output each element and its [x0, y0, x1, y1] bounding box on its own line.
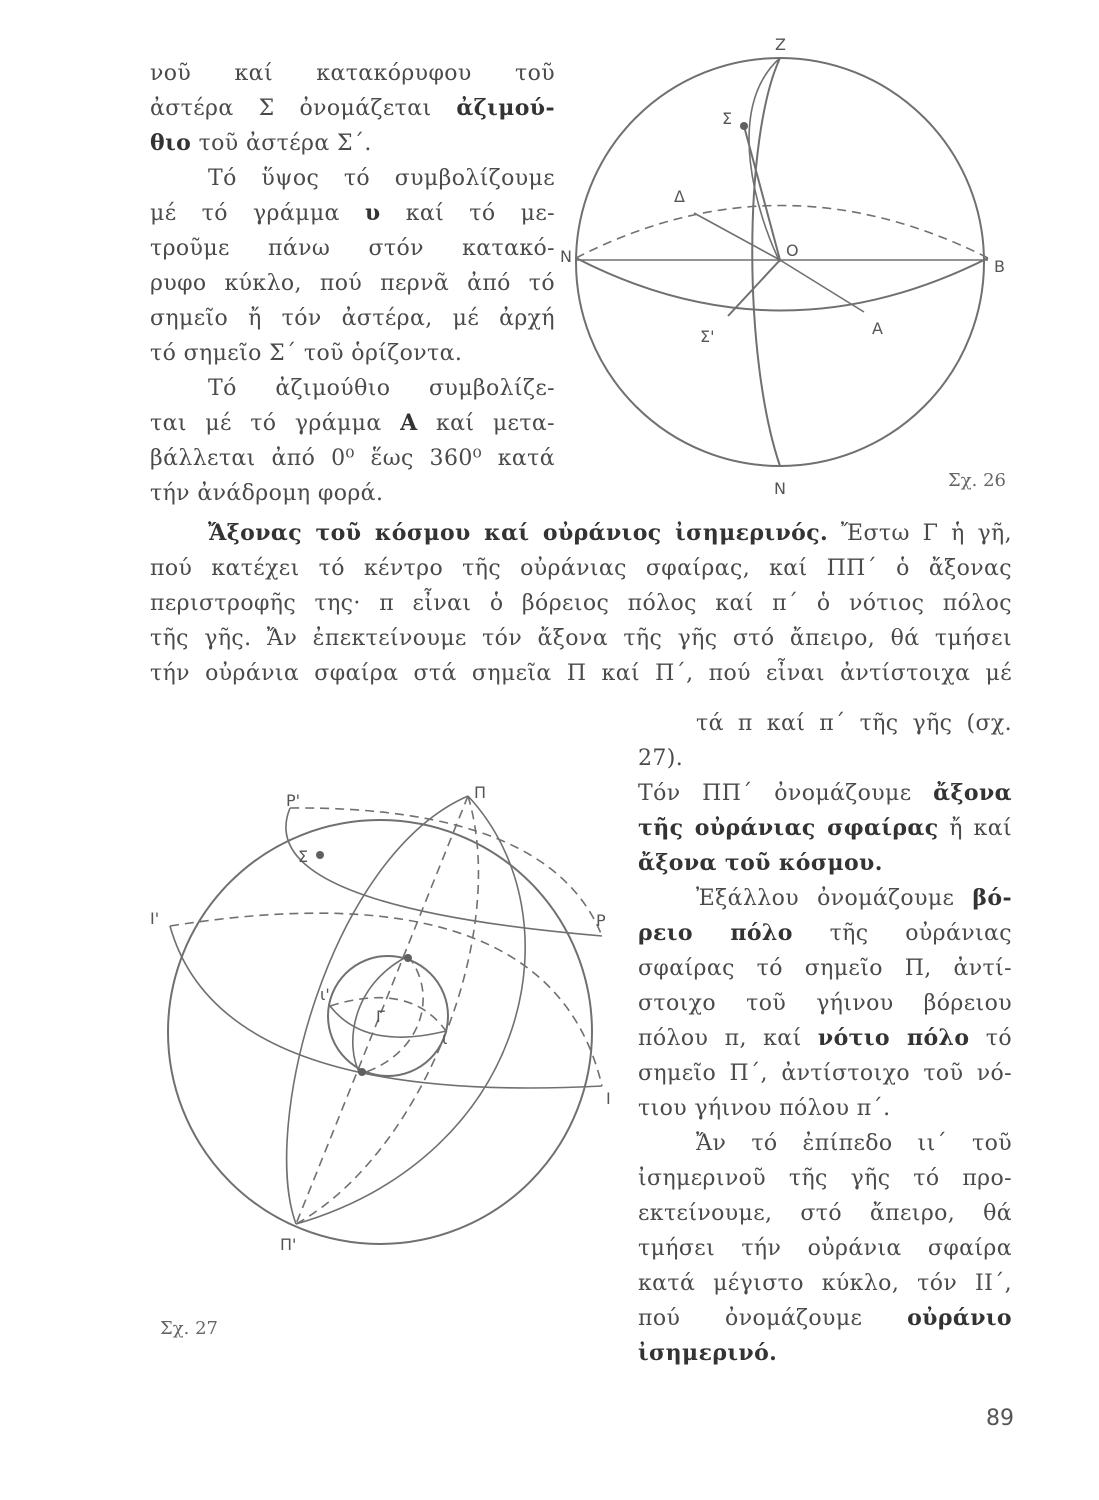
meridian-back	[296, 796, 478, 1224]
intro-column	[150, 56, 555, 511]
a-line	[780, 260, 864, 312]
north-pole-dot	[404, 954, 412, 962]
label-delta: Δ	[674, 187, 685, 206]
text-line: ἰσημερινοῦ τῆς γῆς τό προ-	[638, 1166, 1012, 1191]
label-a: A	[872, 319, 883, 338]
text-line: νοῦ καί κατακόρυφου τοῦ	[150, 61, 555, 86]
text-line: τιου γήινου πόλου π΄.	[638, 1096, 891, 1121]
star-dot	[740, 122, 748, 130]
text-line: Τόν ΠΠ΄ ὀνομάζουμε ἄξονα	[638, 780, 1012, 806]
celestial-equator-front	[170, 926, 602, 1088]
label-i-prime: Ι'	[150, 909, 160, 928]
horizon-back	[576, 206, 988, 259]
label-sigma: Σ	[722, 109, 733, 128]
meridian-right	[296, 796, 525, 1224]
text-line: Ἄξονας τοῦ κόσμου καί οὐράνιος ἰσημερινός. Ἔστω Γ ἡ γῆ,	[208, 520, 1012, 546]
text-line: ται μέ τό γράμμα Α καί μετα-	[150, 410, 556, 436]
text-line: ἰσημερινό.	[638, 1340, 778, 1366]
star-line	[744, 126, 780, 260]
celestial-sphere-diagram-27	[150, 776, 620, 1266]
section-heading: Ἄξονας τοῦ κόσμου καί οὐράνιος ἰσημερινός.	[208, 520, 829, 546]
label-iota-prime: ι'	[320, 985, 330, 1004]
text-line: ἄξονα τοῦ κόσμου.	[638, 850, 883, 876]
label-pi: Π	[474, 783, 487, 802]
text-line: σημεῖο ἤ τόν ἀστέρα, μέ ἀρχή	[150, 306, 555, 331]
label-i: Ι	[606, 1089, 611, 1108]
page-number: 89	[986, 1406, 1014, 1431]
text-line: κατά μέγιστο κύκλο, τόν ΙΙ΄,	[638, 1271, 1012, 1296]
text-line: πού κατέχει τό κέντρο τῆς οὐράνιας σφαίρας, καί ΠΠ΄ ὁ ἄξονας	[150, 556, 1012, 581]
text-line: Τό ὕψος τό συμβολίζουμε	[208, 166, 555, 191]
figure-26	[548, 28, 1028, 508]
celestial-sphere-diagram-26	[548, 28, 1028, 508]
label-b: B	[994, 257, 1005, 276]
text-line: τῆς οὐράνιας σφαίρας ἤ καί	[638, 815, 1012, 841]
label-iota: ι	[442, 1029, 448, 1048]
bold-term-azimuth: ἀζιμού-	[456, 95, 555, 121]
text-line: βάλλεται ἀπό 0⁰ ἕως 360⁰ κατά	[150, 446, 555, 471]
earth-globe	[328, 956, 448, 1076]
text-line: ρυφο κύκλο, πού περνᾶ ἀπό τό	[150, 271, 555, 296]
label-rho: Ρ	[596, 911, 606, 930]
text-line: πού ὀνομάζουμε οὐράνιο	[638, 1305, 1012, 1331]
right-column	[638, 706, 1012, 1371]
text-line: ρειο πόλο τῆς οὐράνιας	[638, 920, 1012, 946]
celestial-equator-back	[170, 913, 602, 1086]
vertical-circle	[752, 58, 780, 466]
label-gamma: Γ	[376, 1007, 385, 1026]
label-o: O	[786, 241, 799, 260]
text-line: τροῦμε πάνω στόν κατακό-	[150, 236, 555, 261]
text-line: τό σημεῖο Σ΄ τοῦ ὁρίζοντα.	[150, 341, 463, 366]
text-line: στοιχο τοῦ γήινου βόρειου	[638, 991, 1012, 1016]
text-line: τά π καί π΄ τῆς γῆς (σχ. 27).	[638, 711, 1012, 771]
text-line: τήν ἀνάδρομη φορά.	[150, 481, 384, 506]
figure-27	[150, 776, 620, 1266]
text-line: Ἄν τό ἐπίπεδο ιι΄ τοῦ	[696, 1131, 1012, 1156]
earth-equator-back	[330, 998, 446, 1031]
label-rho-prime: Ρ'	[286, 791, 301, 810]
figure-26-caption: Σχ. 26	[948, 470, 1006, 491]
text-line: τήν οὐράνια σφαίρα στά σημεῖα Π καί Π΄, πού εἶναι ἀντίστοιχα μέ	[150, 661, 1012, 686]
south-pole-dot	[358, 1068, 366, 1076]
text-line: Ἐξάλλου ὀνομάζουμε βό-	[696, 885, 1012, 911]
star-dot	[316, 851, 324, 859]
parallel-back	[290, 808, 602, 936]
earth-meridian-back	[360, 956, 423, 1074]
axis-paragraph	[150, 516, 1012, 691]
label-sigma-prime: Σ'	[700, 327, 715, 346]
label-n: N	[560, 247, 572, 266]
text-line: τμήσει τήν οὐράνια σφαίρα	[638, 1236, 1012, 1261]
text-line: σφαίρας τό σημεῖο Π, ἀντί-	[638, 956, 1012, 981]
label-sigma: Σ	[298, 847, 309, 866]
text-line: περιστροφῆς της· π εἶναι ὁ βόρειος πόλος καί π΄ ὁ νότιος πόλος	[150, 591, 1012, 616]
text-line: εκτείνουμε, στό ἄπειρο, θά	[638, 1201, 1012, 1226]
text-line: σημεῖο Π΄, ἀντίστοιχο τοῦ νό-	[638, 1061, 1012, 1086]
text-line: Τό ἀζιμούθιο συμβολίζε-	[208, 376, 555, 401]
text-line: τῆς γῆς. Ἄν ἐπεκτείνουμε τόν ἄξονα τῆς γῆς στό ἄπειρο, θά τμήσει	[150, 626, 1012, 651]
sphere-outline	[168, 820, 592, 1244]
delta-line	[694, 213, 780, 260]
figure-27-caption: Σχ. 27	[160, 1318, 218, 1339]
horizon-front	[576, 258, 988, 311]
text-line: ἀστέρα Σ ὀνομάζεται ἀζιμού-	[150, 95, 555, 121]
label-pi-prime: Π'	[280, 1235, 297, 1254]
text-line: πόλου π, καί νότιο πόλο τό	[638, 1025, 1012, 1051]
label-nadir: N	[774, 479, 786, 498]
label-z: Z	[775, 35, 786, 54]
earth-equator	[330, 1006, 446, 1037]
text-line: θιο τοῦ ἀστέρα Σ΄.	[150, 130, 372, 156]
text-line: μέ τό γράμμα υ καί τό με-	[150, 200, 555, 226]
